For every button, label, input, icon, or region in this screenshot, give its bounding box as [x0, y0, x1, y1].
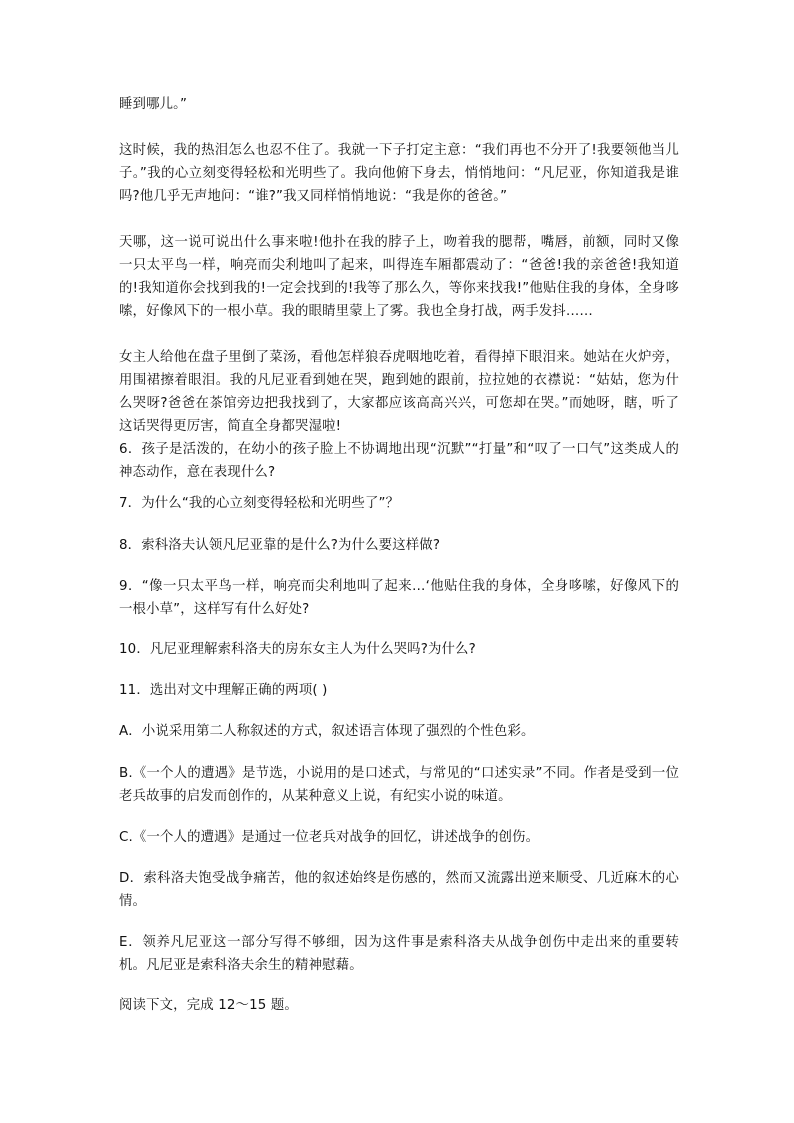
option-a: A．小说采用第二人称叙述的方式，叙述语言体现了强烈的个性色彩。 [119, 724, 535, 739]
option-b: B.《一个人的遭遇》是节选，小说用的是口述式，与常见的“口述实录”不同。作者是受到一位老兵故事的启发而创作的，从某种意义上说，有纪实小说的味道。 [119, 766, 679, 804]
reading-instruction: 阅读下文，完成 12～15 题。 [119, 998, 298, 1013]
question-9: 9．“像一只太平鸟一样，响亮而尖利地叫了起来…‘他贴住我的身体，全身哆嗦，好像风下的一根小草”，这样写有什么好处? [119, 579, 679, 617]
question-11: 11．选出对文中理解正确的两项( ) [119, 683, 328, 698]
question-6: 6．孩子是活泼的，在幼小的孩子脸上不协调地出现“沉默”“打量”和“叹了一口气”这类成人的神态动作，意在表现什么? [119, 442, 679, 480]
option-c: C.《一个人的遭遇》是通过一位老兵对战争的回忆，讲述战争的创伤。 [119, 830, 540, 845]
option-e: E．领养凡尼亚这一部分写得不够细，因为这件事是索科洛夫从战争创伤中走出来的重要转机。凡尼亚是索科洛夫余生的精神慰藉。 [119, 935, 679, 973]
paragraph-decision: 这时候，我的热泪怎么也忍不住了。我就一下子打定主意：“我们再也不分开了!我要领他当儿子。”我的心立刻变得轻松和光明些了。我向他俯下身去，悄悄地问：“凡尼亚，你知道我是谁吗?他几乎无声地问：“谁?”我又同样悄悄地说：“我是你的爸爸。” [119, 143, 679, 204]
question-8: 8．索科洛夫认领凡尼亚靠的是什么?为什么要这样做? [119, 538, 441, 553]
paragraph-landlady: 女主人给他在盘子里倒了菜汤，看他怎样狼吞虎咽地吃着，看得掉下眼泪来。她站在火炉旁，用围裙擦着眼泪。我的凡尼亚看到她在哭，跑到她的跟前，拉拉她的衣襟说：“姑姑，您为什么哭呀?爸爸在茶馆旁边把我找到了，大家都应该高高兴兴，可您却在哭。”而她呀，瞎，听了这话哭得更厉害，简直全身都哭湿啦! [119, 350, 679, 434]
question-7: 7．为什么“我的心立刻变得轻松和光明些了”？ [119, 496, 400, 511]
option-d: D．索科洛夫饱受战争痛苦，他的叙述始终是伤感的，然而又流露出逆来顺受、几近麻木的心情。 [119, 871, 679, 909]
question-10: 10．凡尼亚理解索科洛夫的房东女主人为什么哭吗?为什么? [119, 642, 476, 657]
paragraph-reunion: 天哪，这一说可说出什么事来啦!他扑在我的脖子上，吻着我的腮帮，嘴唇，前额，同时又像一只太平鸟一样，响亮而尖利地叫了起来，叫得连车厢都震动了：“爸爸!我的亲爸爸!我知道的!我知道你会找到我的!一定会找到的!我等了那么久，等你来找我!”他贴住我的身体，全身哆嗦，好像风下的一根小草。我的眼睛里蒙上了雾。我也全身打战，两手发抖…… [119, 235, 679, 319]
paragraph-story-fragment: 睡到哪儿。” [119, 97, 188, 112]
